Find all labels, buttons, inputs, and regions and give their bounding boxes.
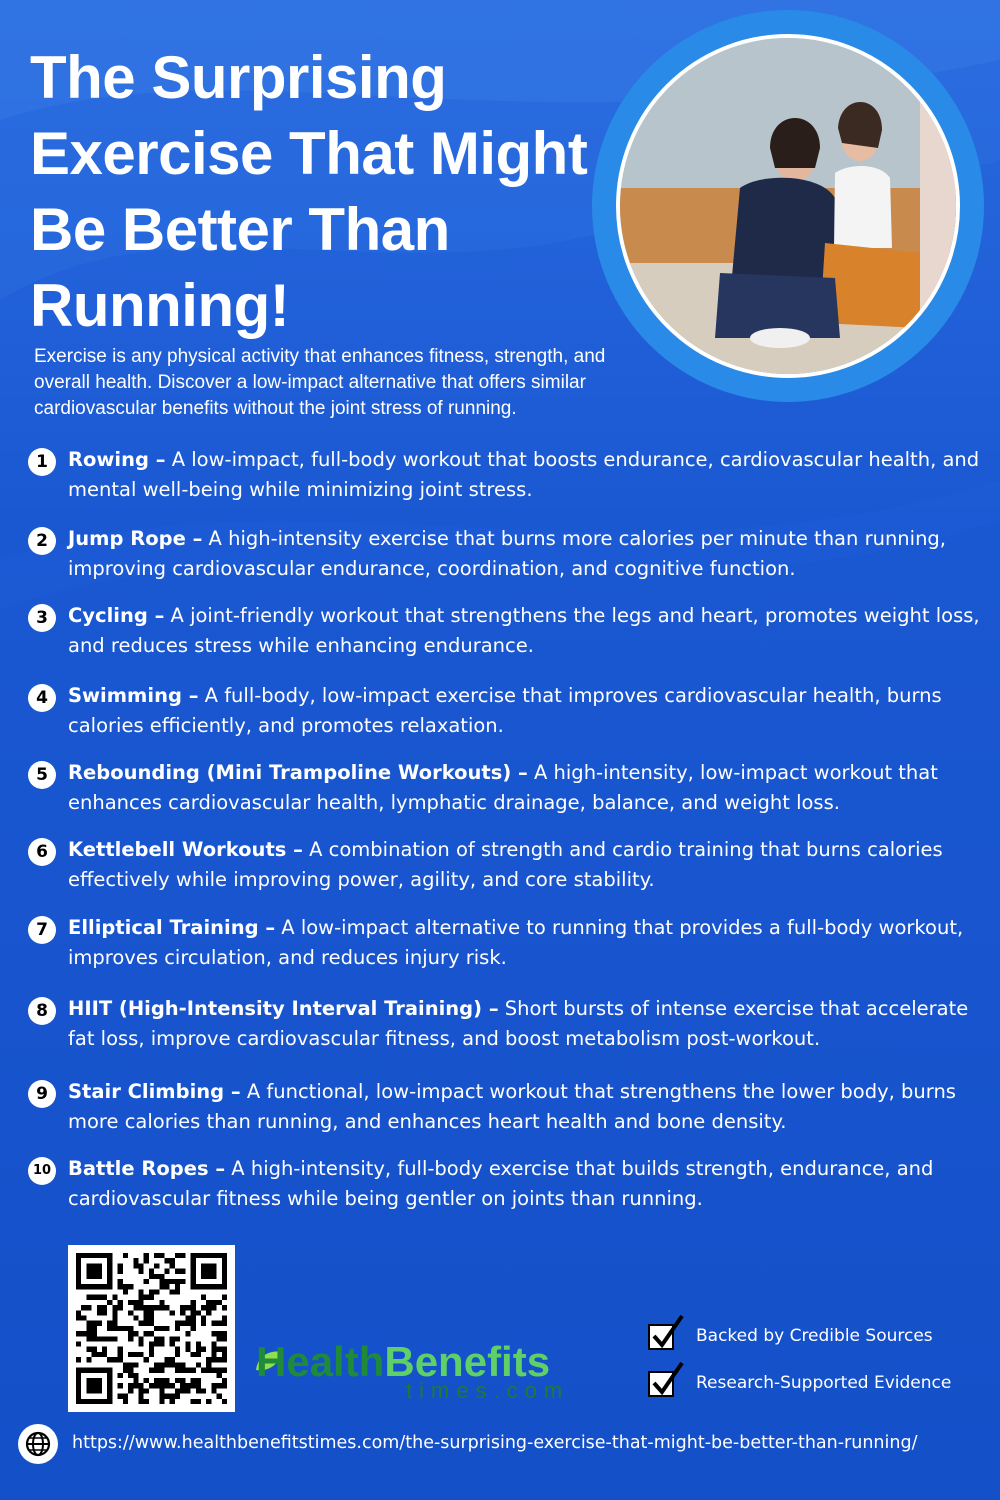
logo-part-health: Health [256, 1338, 385, 1385]
intro-text: Exercise is any physical activity that enhances fitness, strength, and overall health. Discover a low-impact alternative that offers similar cardiovascular benefits without the joint stress of running. [34, 346, 606, 419]
item-name: Swimming – [68, 684, 199, 707]
item-text [68, 835, 983, 895]
item-number: 8 [28, 997, 56, 1025]
item-number: 4 [28, 684, 56, 712]
check-item [648, 1365, 978, 1405]
item-text [68, 681, 983, 741]
check-label: Research-Supported Evidence [696, 1373, 952, 1393]
item-name: Rebounding (Mini Trampoline Workouts) – [68, 761, 528, 784]
item-desc: A high-intensity exercise that burns more calories per minute than running, improving cardiovascular endurance, coordination, and cognitive function. [68, 527, 947, 580]
item-desc: A functional, low-impact workout that strengthens the lower body, burns more calories than running, and enhances heart health and bone density. [68, 1080, 956, 1133]
check-label: Backed by Credible Sources [696, 1326, 933, 1346]
item-text [68, 524, 983, 584]
item-text [68, 601, 983, 661]
item-number: 6 [28, 838, 56, 866]
item-name: Kettlebell Workouts – [68, 838, 303, 861]
item-desc: A high-intensity, full-body exercise that builds strength, endurance, and cardiovascular fitness while being gentler on joints than running. [68, 1157, 934, 1210]
item-name: Jump Rope – [68, 527, 203, 550]
article-url-link[interactable]: https://www.healthbenefitstimes.com/the-surprising-exercise-that-might-be-better-than-running/ [72, 1433, 918, 1453]
item-name: Rowing – [68, 448, 166, 471]
item-number: 3 [28, 604, 56, 632]
item-number: 7 [28, 916, 56, 944]
item-text [68, 1154, 983, 1214]
qr-code-icon[interactable] [68, 1245, 235, 1412]
item-name: Battle Ropes – [68, 1157, 226, 1180]
item-desc: A high-intensity, low-impact workout that enhances cardiovascular health, lymphatic drainage, balance, and weight loss. [68, 761, 938, 814]
globe-icon [18, 1424, 58, 1464]
item-desc: A low-impact, full-body workout that boosts endurance, cardiovascular health, and mental well-being while minimizing joint stress. [68, 448, 980, 501]
item-desc: Short bursts of intense exercise that accelerate fat loss, improve cardiovascular fitness, and boost metabolism post-workout. [68, 997, 969, 1050]
item-number: 10 [28, 1157, 56, 1185]
item-text [68, 445, 983, 505]
item-desc: A low-impact alternative to running that provides a full-body workout, improves circulation, and reduces injury risk. [68, 916, 964, 969]
item-name: HIIT (High-Intensity Interval Training) – [68, 997, 499, 1020]
two-women-sitting-photo [616, 34, 960, 378]
item-desc: A joint-friendly workout that strengthens the legs and heart, promotes weight loss, and reduces stress while enhancing endurance. [68, 604, 980, 657]
checkmark-icon [648, 1371, 674, 1397]
item-number: 2 [28, 527, 56, 555]
item-desc: A combination of strength and cardio training that burns calories effectively while improving power, agility, and core stability. [68, 838, 943, 891]
logo-part-benefits: Benefits [384, 1338, 551, 1385]
item-number: 5 [28, 761, 56, 789]
logo-subtext: times.com [406, 1378, 570, 1403]
item-text [68, 1077, 983, 1137]
item-number: 9 [28, 1080, 56, 1108]
check-item [648, 1318, 978, 1358]
health-benefits-times-logo[interactable] [256, 1338, 596, 1408]
item-desc: A full-body, low-impact exercise that improves cardiovascular health, burns calories efficiently, and promotes relaxation. [68, 684, 942, 737]
item-text [68, 913, 983, 973]
item-name: Stair Climbing – [68, 1080, 241, 1103]
checkmark-icon [648, 1324, 674, 1350]
item-text [68, 994, 983, 1054]
page-title: The Surprising Exercise That Might Be Better Than Running! [30, 44, 588, 339]
item-name: Cycling – [68, 604, 165, 627]
item-name: Elliptical Training – [68, 916, 276, 939]
item-text [68, 758, 983, 818]
item-number: 1 [28, 448, 56, 476]
